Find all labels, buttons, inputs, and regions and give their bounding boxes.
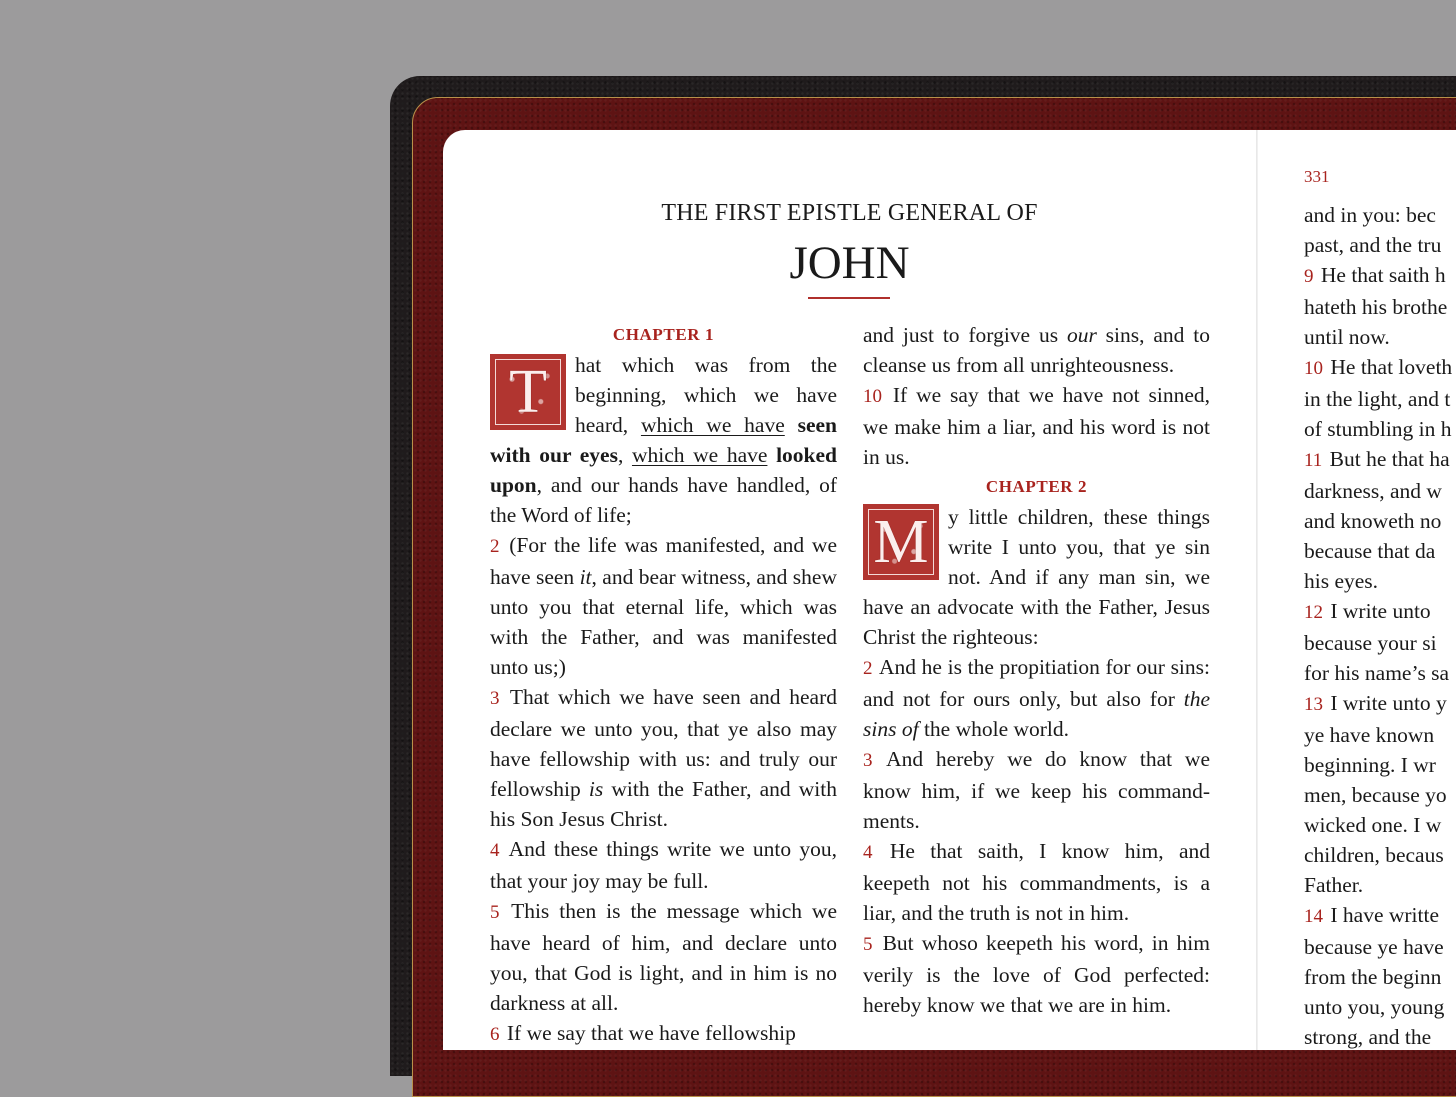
- verse-number: 2: [490, 536, 500, 557]
- ch2-verse-1-text: y little children, these things write I unto you, that ye sin not. And if any man sin, we have an advocate with the Father, Jesus Christ the righteous:: [863, 505, 1210, 649]
- verse-number: 6: [490, 1024, 500, 1045]
- bold-text: seen with our eyes: [490, 413, 837, 467]
- underlined-text: which we have: [640, 413, 785, 437]
- verse-number: 2: [863, 658, 873, 679]
- ch2-verse-5-text: But whoso keepeth his word, in him verily is the love of God perfected: hereby know we that we are in him.: [863, 931, 1210, 1017]
- verse-number: 3: [863, 750, 873, 771]
- dropcap-m: M: [863, 504, 939, 580]
- page-number: 331: [1304, 167, 1330, 186]
- verse-number: 13: [1304, 694, 1323, 715]
- chapter-heading: CHAPTER 2: [985, 477, 1088, 496]
- verse-9-continued: and just to forgive us: [863, 323, 1067, 347]
- text-column-1: CHAPTER 1 T hat which was from the beginning, which we have heard, which we have seen with our eyes, which we have looked upon, and our hands have handled, of the Word of life; 2 (For the life was manifested, and we have seen it, and bear witness, and shew unto you that eternal life, which was with the Father, and was manifested unto us;) 3 That which we have seen and heard declare we unto you, that ye also may have fellowship with us: and truly our fellowship is with the Father, and with his Son Jesus Christ. 4 And these things write we unto you, that your joy may be full. 5 This then is the message which we have heard of him, and declare unto you, that God is light, and in him is no darkness at all. 6 If we say that we have fellowship: [490, 320, 837, 1050]
- text-column-3: and in you: bec past, and the tru 9 He that saith h hateth his brothe until now. 10 He that loveth in the light, and t of stumbling in h 11 But he that ha darkness, and w and knoweth no because that da his eyes. 12 I write unto because your si for his name’s sa 13 I write unto y ye have known beginning. I wr men, because yo wicked one. I w children, becaus Father. 14 I have writte because ye have from the beginn unto you, young strong, and the: [1304, 203, 1453, 1049]
- chapter-heading: CHAPTER 1: [612, 325, 715, 344]
- verse-number: 5: [863, 934, 873, 955]
- verse-number: 5: [490, 902, 500, 923]
- verse-2-text: (For the life was manifested, and we have seen: [490, 533, 837, 589]
- verse-number: 12: [1304, 602, 1323, 623]
- underlined-text: which we have: [631, 443, 768, 467]
- verse-number: 4: [863, 842, 873, 863]
- verse-1-text: hat which was from the beginning, which we have heard,: [575, 353, 837, 437]
- verse-number: 3: [490, 688, 500, 709]
- verse-number: 10: [1304, 358, 1323, 379]
- dropcap-t: T: [490, 354, 566, 430]
- ch2-verse-3-text: And hereby we do know that we know him, if we keep his commandments.: [863, 747, 1210, 833]
- ch2-verse-2-text: And he is the propitiation for our sins: and not for ours only, but also for: [863, 655, 1210, 711]
- verse-10-text: If we say that we have not sinned, we make him a liar, and his word is not in us.: [863, 383, 1210, 469]
- verse-5-text: This then is the message which we have heard of him, and declare unto you, that God is light, and in him is no darkness at all.: [490, 899, 837, 1015]
- book-title-prefix: THE FIRST EPISTLE GENERAL OF: [661, 200, 1038, 226]
- text-column-2: and just to forgive us our sins, and to cleanse us from all unrighteousness. 10 If we say that we have not sinned, we make him a liar, and his word is not in us. CHAPTER 2 M y little children, these things write I unto you, that ye sin not. And if any man sin, we have an advocate with the Father, Jesus Christ the righteous: 2 And he is the propitiation for our sins: and not for ours only, but also for the sins of the whole world. 3 And hereby we do know that we know him, if we keep his commandments. 4 He that saith, I know him, and keepeth not his commandments, is a liar, and the truth is not in him. 5 But whoso keepeth his word, in him verily is the love of God perfected: hereby know we that we are in him.: [863, 323, 1210, 1017]
- verse-number: 11: [1304, 450, 1323, 471]
- bold-text: looked upon: [490, 443, 838, 497]
- verse-6-text: If we say that we have fellowship: [506, 1021, 796, 1045]
- verse-number: 10: [863, 386, 882, 407]
- verse-3-text: That which we have seen and heard declare we unto you, that ye also may have fellowship with us: and truly our fellowship: [490, 685, 837, 801]
- verse-4-text: And these things write we unto you, that your joy may be full.: [490, 837, 837, 893]
- book-title: JOHN: [789, 237, 910, 289]
- verse-number: 9: [1304, 266, 1314, 287]
- title-divider: [808, 297, 890, 299]
- verse-number: 4: [490, 840, 500, 861]
- ch2-verse-4-text: He that saith, I know him, and keepeth not his commandments, is a liar, and the truth is not in him.: [863, 839, 1210, 925]
- verse-number: 14: [1304, 906, 1323, 927]
